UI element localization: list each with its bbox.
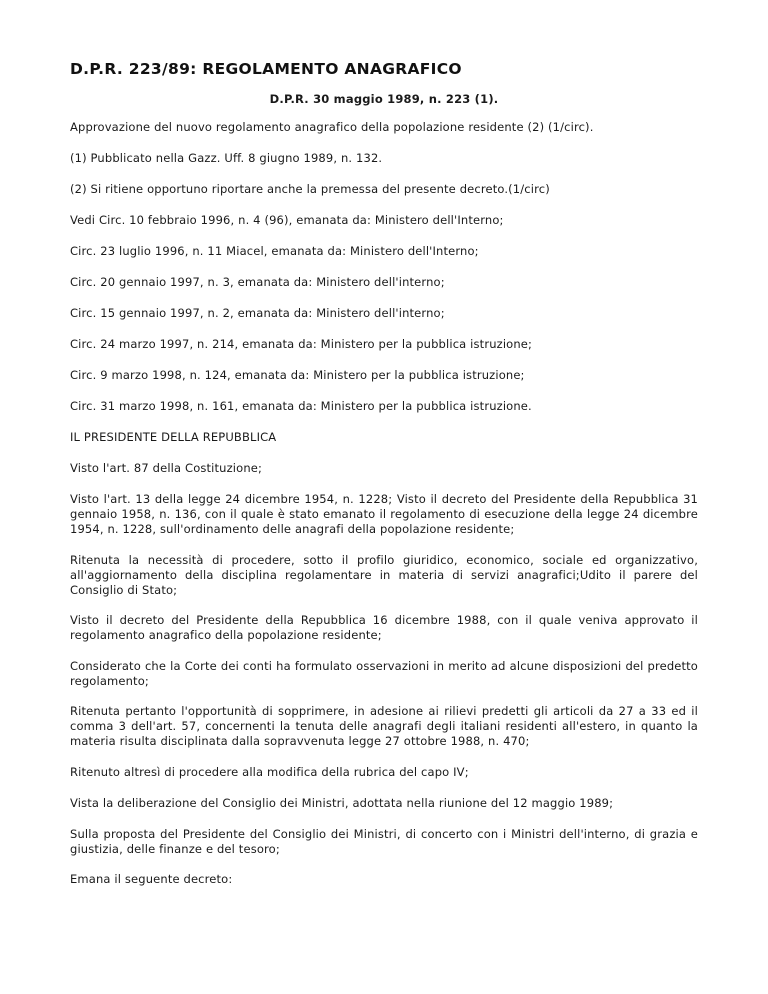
- document-subtitle: D.P.R. 30 maggio 1989, n. 223 (1).: [269, 92, 499, 106]
- circular-reference: Circ. 23 luglio 1996, n. 11 Miacel, emanata da: Ministero dell'Interno;: [70, 244, 479, 258]
- paragraph-ritenuta-necessita: Ritenuta la necessità di procedere, sotto il profilo giuridico, economico, sociale ed organizzativo, all'aggiornamento della disciplina regolamentare in materia di servizi anagrafici;Udito il parere del Consiglio di Stato;: [70, 552, 698, 597]
- paragraph-visto-legge: Visto l'art. 13 della legge 24 dicembre 1954, n. 1228; Visto il decreto del Presidente della Repubblica 31 gennaio 1958, n. 136, con il quale è stato emanato il regolamento di esecuzione della legge 24 dicembre 1954, n. 1228, sull'ordinamento delle anagrafi della popolazione residente;: [70, 492, 698, 536]
- circular-reference: Circ. 31 marzo 1998, n. 161, emanata da: Ministero per la pubblica istruzione.: [70, 399, 532, 413]
- circular-reference: Circ. 20 gennaio 1997, n. 3, emanata da: Ministero dell'interno;: [70, 275, 445, 289]
- paragraph-vista-deliberazione: Vista la deliberazione del Consiglio dei Ministri, adottata nella riunione del 12 maggio 1989;: [70, 795, 614, 810]
- circular-reference: Circ. 15 gennaio 1997, n. 2, emanata da: Ministero dell'interno;: [70, 306, 445, 320]
- footnote-2: (2) Si ritiene opportuno riportare anche la premessa del presente decreto.(1/circ): [70, 182, 550, 196]
- circular-reference: Circ. 9 marzo 1998, n. 124, emanata da: Ministero per la pubblica istruzione;: [70, 368, 525, 382]
- paragraph-ritenuta-opportunita: Ritenuta pertanto l'opportunità di sopprimere, in adesione ai rilievi predetti gli articoli da 27 a 33 ed il comma 3 dell'art. 57, concernenti la tenuta delle anagrafi degli italiani residenti all'estero, in quanto la materia risulta disciplinata dalla sopravvenuta legge 27 ottobre 1988, n. 470;: [70, 704, 698, 748]
- document-title: D.P.R. 223/89: REGOLAMENTO ANAGRAFICO: [70, 60, 462, 78]
- paragraph-approvazione: Approvazione del nuovo regolamento anagrafico della popolazione residente (2) (1/circ).: [70, 120, 594, 134]
- paragraph-ritenuto-altresi: Ritenuto altresì di procedere alla modifica della rubrica del capo IV;: [70, 764, 469, 779]
- paragraph-visto-costituzione: Visto l'art. 87 della Costituzione;: [70, 461, 263, 475]
- president-heading: IL PRESIDENTE DELLA REPUBBLICA: [70, 430, 277, 444]
- paragraph-visto-decreto: Visto il decreto del Presidente della Repubblica 16 dicembre 1988, con il quale veniva approvato il regolamento anagrafico della popolazione residente;: [70, 613, 698, 642]
- document-page: [70, 60, 698, 903]
- circular-reference: Vedi Circ. 10 febbraio 1996, n. 4 (96), emanata da: Ministero dell'Interno;: [70, 213, 504, 227]
- circular-reference: Circ. 24 marzo 1997, n. 214, emanata da: Ministero per la pubblica istruzione;: [70, 337, 533, 351]
- paragraph-considerato: Considerato che la Corte dei conti ha formulato osservazioni in merito ad alcune disposizioni del predetto regolamento;: [70, 658, 698, 688]
- footnote-1: (1) Pubblicato nella Gazz. Uff. 8 giugno 1989, n. 132.: [70, 151, 383, 165]
- paragraph-emana: Emana il seguente decreto:: [70, 872, 233, 886]
- paragraph-sulla-proposta: Sulla proposta del Presidente del Consiglio dei Ministri, di concerto con i Ministri dell'interno, di grazia e giustizia, delle finanze e del tesoro;: [70, 826, 698, 856]
